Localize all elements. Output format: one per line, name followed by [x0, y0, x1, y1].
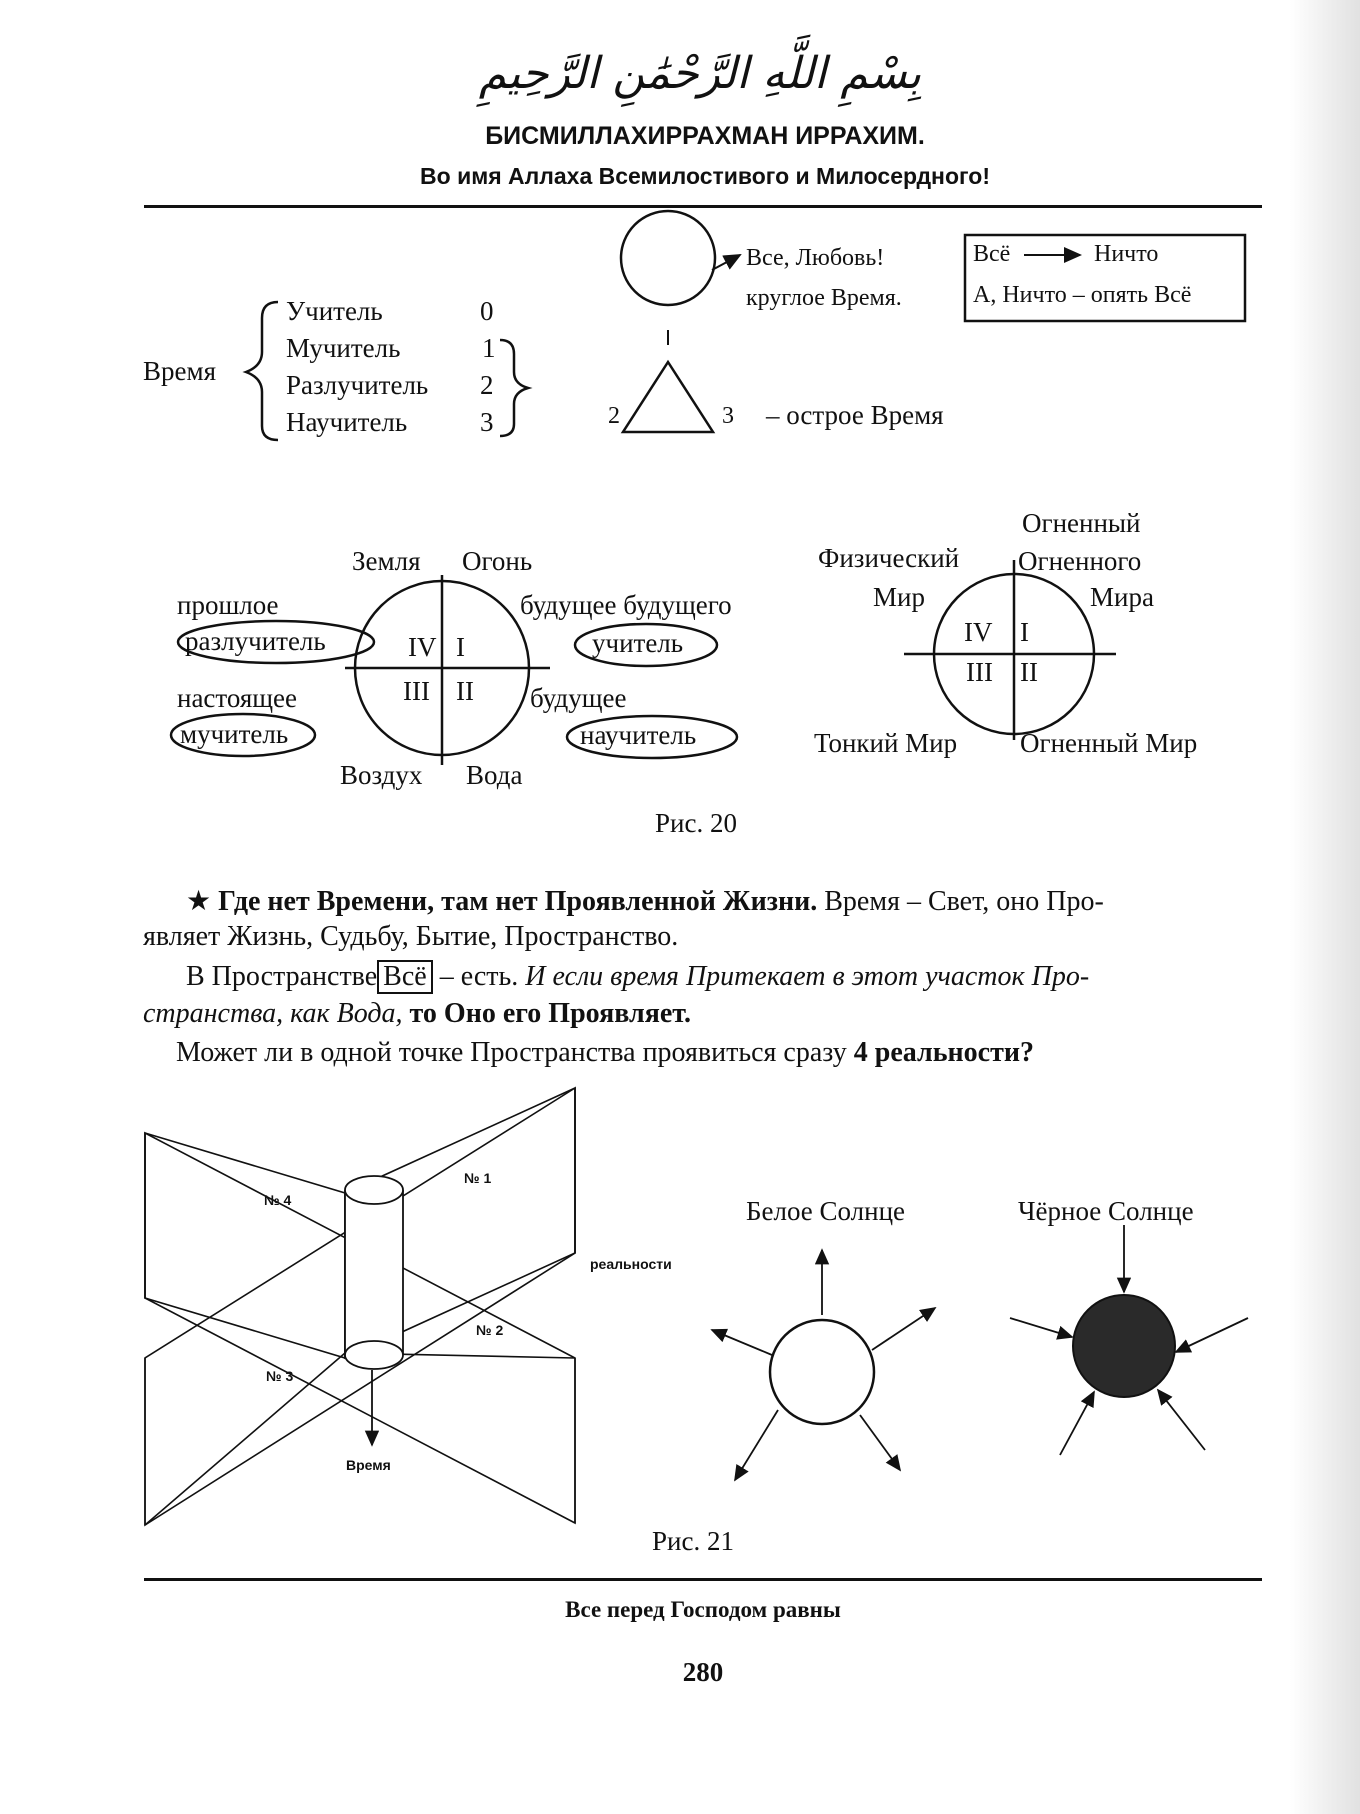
circle-arrow [712, 255, 740, 270]
triangle-shape [623, 362, 713, 432]
left-brace [246, 302, 278, 440]
right-brace [500, 340, 528, 436]
figure-caption-21: Рис. 21 [652, 1526, 734, 1556]
quadrant-label: III [966, 657, 993, 687]
plane-label-2: № 2 [476, 1322, 504, 1338]
footer-motto: Все перед Господом равны [565, 1597, 841, 1622]
oval-fut-fut-text: учитель [592, 628, 684, 658]
label-past: прошлое [177, 590, 279, 620]
white-sun [770, 1320, 874, 1424]
paragraph-2-italic: И если время Притекает в этот участок Про- [525, 961, 1090, 992]
figure-caption-20: Рис. 20 [655, 808, 737, 838]
triangle-vertex-label: 2 [608, 403, 620, 429]
paragraph-1-bold: Где нет Времени, там нет Проявленной Жизни. [218, 886, 818, 917]
quadrant-label: II [1020, 657, 1038, 687]
fig20-left-circle [355, 581, 529, 755]
label-water: Вода [466, 760, 523, 790]
bismillah-calligraphy: بِسْمِ اللَّهِ الرَّحْمَٰنِ الرَّحِيمِ [478, 48, 922, 99]
white-sun-label: Белое Солнце [746, 1196, 906, 1226]
black-sun [1073, 1295, 1175, 1397]
plane-label-4: № 4 [264, 1192, 292, 1208]
label-future: будущее [530, 683, 627, 713]
triangle-vertex-label: 3 [722, 403, 734, 429]
list-item-name: Мучитель [286, 333, 401, 363]
paragraph-2-line2 [143, 998, 691, 1030]
footer-rule [144, 1578, 1262, 1581]
list-item-name: Учитель [286, 296, 383, 326]
page-edge-shadow [1290, 0, 1360, 1814]
circle-caption: круглое Время. [746, 285, 902, 311]
header-title: БИСМИЛЛАХИРРАХМАН ИРРАХИМ. [485, 122, 925, 150]
list-item-name: Научитель [286, 407, 408, 437]
cylinder [345, 1176, 403, 1369]
label-fiery-world-bottom: Огненный Мир [1020, 728, 1198, 758]
paragraph-2-mid: – есть. [432, 961, 526, 992]
paragraph-3-start: Может ли в одной точке Пространства проявиться сразу [176, 1037, 854, 1068]
plane-label-3: № 3 [266, 1368, 294, 1384]
list-item-num: 2 [480, 370, 494, 400]
paragraph-1-rest: Время – Свет, оно Про- [817, 886, 1104, 917]
paragraph-1 [186, 884, 1104, 918]
paragraph-3-bold: 4 реальности? [853, 1037, 1034, 1068]
list-item-num: 3 [480, 407, 494, 437]
quadrant-label: IV [964, 617, 993, 647]
time-label: Время [143, 356, 216, 386]
paragraph-1-line2: являет Жизнь, Судьбу, Бытие, Пространство. [143, 921, 679, 952]
round-time-circle [621, 211, 715, 305]
paragraph-2 [186, 960, 1089, 994]
label-fiery-of: Огненного [1018, 546, 1142, 576]
time-axis-label: Время [346, 1457, 391, 1473]
oval-past-text: разлучитель [185, 626, 326, 656]
label-subtle-world: Тонкий Мир [814, 728, 958, 758]
star-icon: ★ [186, 886, 212, 917]
plane-label-1: № 1 [464, 1170, 492, 1186]
label-earth: Земля [352, 546, 421, 576]
triangle-caption: – острое Время [766, 400, 944, 430]
list-item-name: Разлучитель [286, 370, 429, 400]
label-fut-fut: будущее будущего [520, 590, 732, 620]
paragraph-2-start: В Пространстве [186, 961, 378, 992]
quadrant-label: II [456, 676, 474, 706]
header-rule [144, 205, 1262, 208]
circle-caption: Все, Любовь! [746, 245, 885, 271]
box-text: Ничто [1094, 241, 1159, 267]
paragraph-3 [176, 1037, 1034, 1069]
oval-future-text: научитель [580, 720, 697, 750]
paragraph-2-bold: то Оно его Проявляет. [409, 998, 691, 1029]
label-physical: Физический [818, 543, 960, 573]
label-fiery-top: Огненный [1022, 508, 1141, 538]
box-text: Всё [973, 241, 1011, 267]
list-item-num: 0 [480, 296, 494, 326]
label-fiery-world: Мира [1090, 582, 1154, 612]
black-sun-label: Чёрное Солнце [1018, 1196, 1194, 1226]
quadrant-label: I [456, 632, 465, 662]
page-number: 280 [682, 1657, 724, 1687]
paragraph-2-line2-italic: странства, как Вода, [143, 998, 410, 1029]
realities-label: реальности [590, 1256, 672, 1272]
header-subtitle: Во имя Аллаха Всемилостивого и Милосердного! [420, 163, 990, 189]
oval-present-text: мучитель [180, 719, 289, 749]
box-text: А, Ничто – опять Всё [973, 282, 1192, 308]
fig20-right-circle [934, 574, 1094, 734]
label-physical-world: Мир [873, 582, 925, 612]
list-item-num: 1 [482, 333, 496, 363]
label-air: Воздух [340, 760, 423, 790]
boxed-word: Всё [377, 960, 433, 994]
quadrant-label: I [1020, 617, 1029, 647]
label-fire: Огонь [462, 546, 533, 576]
quadrant-label: IV [408, 632, 437, 662]
label-present: настоящее [177, 683, 298, 713]
quadrant-label: III [403, 676, 430, 706]
